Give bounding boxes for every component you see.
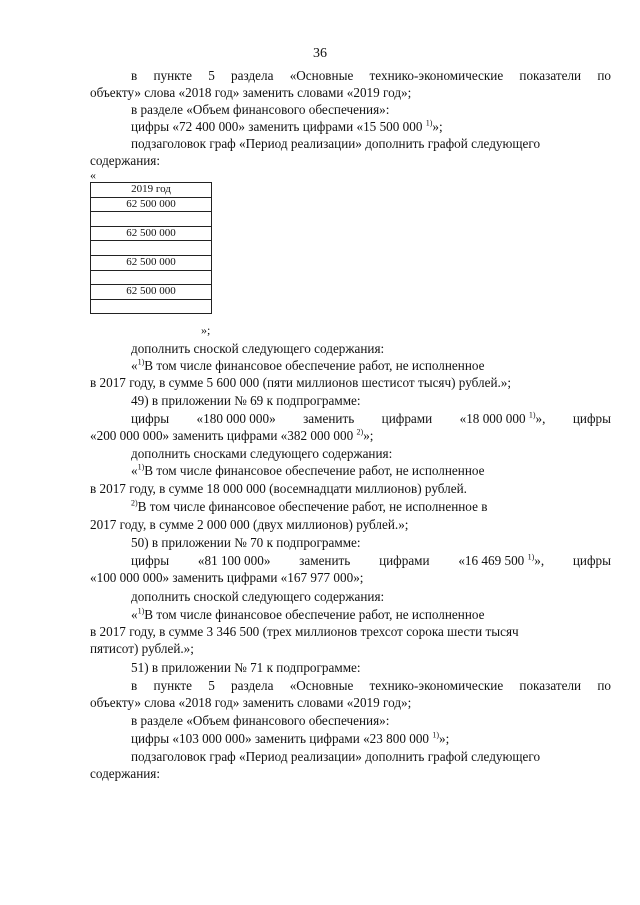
- text-line: 49) в приложении № 69 к подпрограмме:: [131, 393, 361, 408]
- footnote-marker: 2): [356, 427, 364, 437]
- footnote-marker: 2): [131, 498, 138, 508]
- text-line: цифры «81 100 000» заменить цифрами «16 469 500 $^{1)}$», цифры: [131, 552, 611, 568]
- table-cell: [91, 241, 212, 256]
- text-line: пятисот) рублей.»;: [90, 641, 194, 656]
- text-line: «$^{1)}$В том числе финансовое обеспечение работ, не исполненное: [131, 606, 485, 622]
- table-cell: 62 500 000: [91, 197, 212, 212]
- text-line: «$^{1)}$В том числе финансовое обеспечение работ, не исполненное: [131, 357, 485, 373]
- word: пункте: [153, 678, 193, 693]
- table-cell: 62 500 000: [91, 285, 212, 300]
- footnote-marker: 1): [432, 730, 439, 740]
- word: показатели: [519, 678, 582, 693]
- text-line: «200 000 000» заменить цифрами «382 000 000 $^{2)}$»;: [90, 427, 374, 443]
- text-line: 50) в приложении № 70 к подпрограмме:: [131, 535, 361, 550]
- text-line: содержания:: [90, 153, 161, 168]
- text-line: в 2017 году, в сумме 3 346 500 (трех миллионов трехсот сорока шести тысяч: [90, 624, 519, 639]
- footnote-marker: 1): [527, 552, 535, 562]
- text-line: «$^{1)}$В том числе финансовое обеспечение работ, не исполненное: [131, 462, 485, 478]
- word: «Основные: [289, 678, 354, 693]
- table-header-cell: 2019 год: [91, 183, 212, 198]
- text-line: $^{2)}$В том числе финансовое обеспечение работ, не исполненное в: [131, 498, 488, 514]
- text-line: объекту» слова «2018 год» заменить словами «2019 год»;: [90, 695, 412, 710]
- text-line: 51) в приложении № 71 к подпрограмме:: [131, 660, 361, 675]
- text-line: дополнить сноской следующего содержания:: [131, 341, 385, 356]
- text-line: подзаголовок граф «Период реализации» дополнить графой следующего: [131, 749, 541, 764]
- page-number: 36: [313, 46, 327, 61]
- word: 5: [208, 678, 215, 693]
- close-quote: »;: [201, 323, 211, 337]
- text-line: содержания:: [90, 766, 161, 781]
- table-cell: [91, 299, 212, 314]
- table-cell: [91, 270, 212, 285]
- open-quote: «: [90, 168, 96, 182]
- word: раздела: [231, 68, 274, 83]
- word: «Основные: [289, 68, 354, 83]
- word: показатели: [519, 68, 582, 83]
- word: по: [597, 678, 611, 693]
- text-line: цифры «72 400 000» заменить цифрами «15 500 000 $^{1)}$»;: [131, 118, 443, 134]
- table-cell: 62 500 000: [91, 255, 212, 270]
- text-line: подзаголовок граф «Период реализации» дополнить графой следующего: [131, 136, 541, 151]
- text-line: в разделе «Объем финансового обеспечения»:: [131, 102, 390, 117]
- footnote-marker: 1): [137, 462, 145, 472]
- text-line: в 2017 году, в сумме 18 000 000 (восемнадцати миллионов) рублей.: [90, 481, 467, 496]
- text-line: объекту» слова «2018 год» заменить словами «2019 год»;: [90, 85, 412, 100]
- text-line: 2017 году, в сумме 2 000 000 (двух миллионов) рублей.»;: [90, 517, 409, 532]
- text-line: [131, 678, 611, 694]
- table-cell: [91, 212, 212, 227]
- word: в: [131, 68, 138, 83]
- text-line: дополнить сноской следующего содержания:: [131, 589, 385, 604]
- text-line: в разделе «Объем финансового обеспечения»:: [131, 713, 390, 728]
- text-line: дополнить сносками следующего содержания:: [131, 446, 393, 461]
- text-line: в 2017 году, в сумме 5 600 000 (пяти миллионов шестисот тысяч) рублей.»;: [90, 375, 512, 390]
- text-line: цифры «103 000 000» заменить цифрами «23 800 000 $^{1)}$»;: [131, 730, 450, 746]
- year-table: [90, 182, 212, 314]
- text-line: цифры «180 000 000» заменить цифрами «18 000 000 $^{1)}$», цифры: [131, 410, 611, 426]
- word: раздела: [231, 678, 274, 693]
- word: технико-экономические: [369, 678, 504, 693]
- word: технико-экономические: [369, 68, 504, 83]
- text-line: [131, 68, 611, 84]
- word: в: [131, 678, 138, 693]
- word: по: [597, 68, 611, 83]
- word: 5: [208, 68, 215, 83]
- footnote-marker: 1): [425, 118, 433, 128]
- text-line: «100 000 000» заменить цифрами «167 977 000»;: [90, 570, 364, 585]
- table-cell: 62 500 000: [91, 226, 212, 241]
- footnote-marker: 1): [528, 410, 536, 420]
- footnote-marker: 1): [137, 606, 145, 616]
- footnote-marker: 1): [137, 357, 145, 367]
- word: пункте: [153, 68, 193, 83]
